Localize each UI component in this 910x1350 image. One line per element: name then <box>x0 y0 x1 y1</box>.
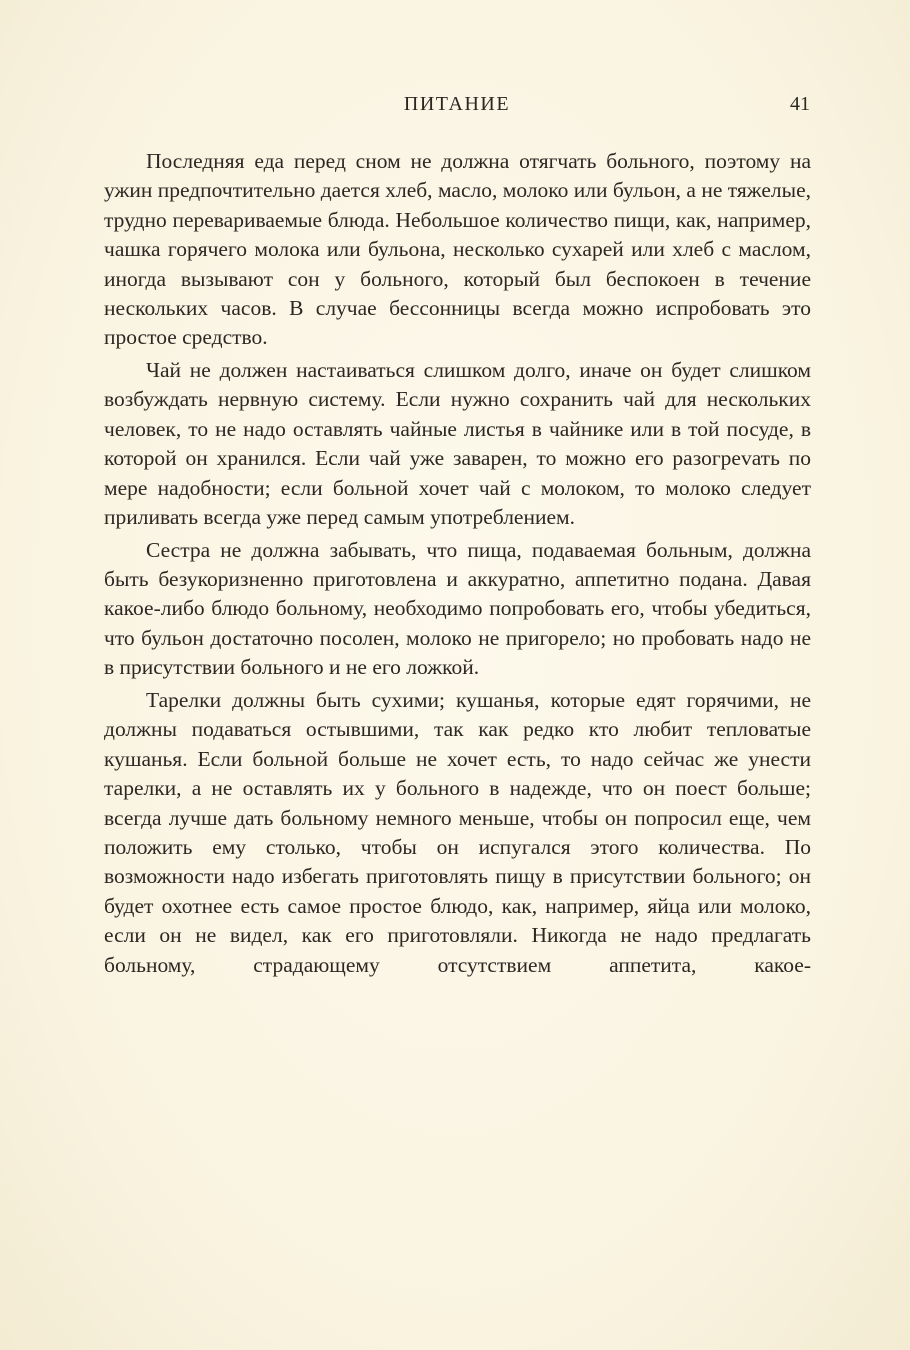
page-number: 41 <box>790 93 810 115</box>
paragraph-serving-food: Сестра не должна забывать, что пища, подаваемая больным, должна быть безукоризненно приготовлена и аккуратно, аппетитно подана. Давая какое-либо блюдо больному, необходимо попробовать его, чтобы убедиться, что бульон достаточно посолен, молоко не пригорело; но пробовать надо не в присутствии больного и не его ложкой. <box>104 537 811 680</box>
paragraph-plates: Тарелки должны быть сухими; кушанья, которые едят горячими, не должны подаваться остывшими, так как редко кто любит тепловатые кушанья. Если больной больше не хочет есть, то надо сейчас же унести тарелки, а не оставлять их у больного в надежде, что он поест больше; всегда лучше дать больному немного меньше, чтобы он попросил еще, чем положить ему столько, чтобы он испугался этого количества. По возможности надо избегать приготовлять пищу в присутствии больного; он будет охотнее есть самое простое блюдо, как, например, яйца или молоко, если он не видел, как его приготовляли. Никогда не надо предлагать больному, страдающему отсутствием аппетита, какое- <box>104 687 811 977</box>
paragraph-last-meal: Последняя еда перед сном не должна отягчать больного, поэтому на ужин предпочтительно дается хлеб, масло, молоко или бульон, а не тяжелые, трудно перевариваемые блюда. Небольшое количество пищи, как, например, чашка горячего молока или бульона, несколько сухарей или хлеб с маслом, иногда вызывают сон у больного, который был беспокоен в течение нескольких часов. В случае бессонницы всегда можно испробовать это простое средство. <box>104 149 811 350</box>
body-text <box>104 147 811 983</box>
paragraph-tea: Чай не должен настаиваться слишком долго, иначе он будет слишком возбуждать нервную систему. Если нужно сохранить чай для нескольких человек, то не надо оставлять чайные листья в чайнике или в той посуде, в которой он хранился. Если чай уже заварен, то можно его разогреvать по мере надобности; если больной хочет чай с молоком, то молоко следует приливать всегда уже перед самым употреблением. <box>104 358 811 530</box>
running-title: ПИТАНИЕ <box>403 93 511 115</box>
running-head <box>104 88 810 120</box>
